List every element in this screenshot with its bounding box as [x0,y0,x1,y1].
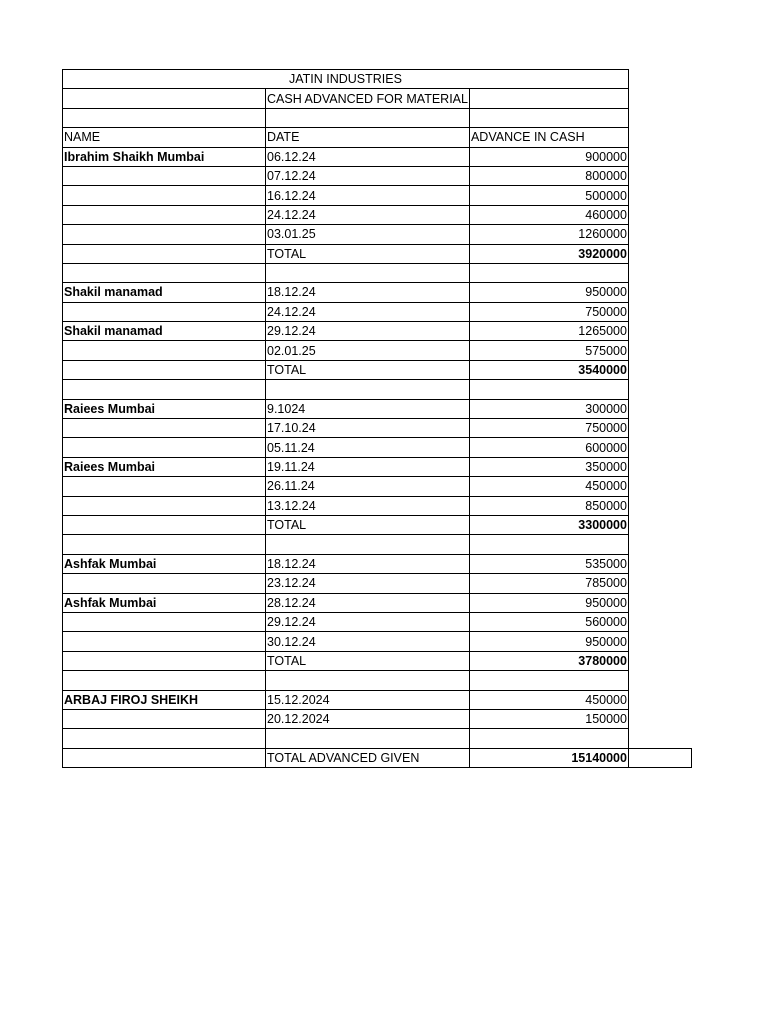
blank-row [63,108,692,127]
amount-cell: 460000 [469,205,628,224]
table-row [63,225,692,244]
spacer-cell [628,263,691,282]
spacer-cell [628,108,691,127]
table-row [63,651,692,670]
column-header-amount: ADVANCE IN CASH [469,128,628,147]
amount-cell [469,535,628,554]
name-cell [63,166,266,185]
name-cell [63,477,266,496]
name-cell: Ashfak Mumbai [63,593,266,612]
table-row [63,515,692,534]
table-row [63,477,692,496]
date-cell: 15.12.2024 [266,690,470,709]
date-cell: 17.10.24 [266,419,470,438]
date-cell: 9.1024 [266,399,470,418]
name-cell [63,263,266,282]
table-row [63,671,692,690]
date-cell: 29.12.24 [266,612,470,631]
date-cell: 24.12.24 [266,205,470,224]
table-row [63,574,692,593]
date-cell: 26.11.24 [266,477,470,496]
spacer-cell [628,302,691,321]
table-row [63,166,692,185]
table-cell [628,748,691,767]
date-cell [266,729,470,748]
name-cell [63,186,266,205]
table-row [63,457,692,476]
table-row [63,244,692,263]
table-row [63,612,692,631]
table-row [63,283,692,302]
name-cell [63,515,266,534]
spacer-cell [628,380,691,399]
spacer-cell [628,360,691,379]
table-cell [266,108,470,127]
name-cell: Raiees Mumbai [63,399,266,418]
table-row [63,554,692,573]
name-cell [63,205,266,224]
grand-total-label: TOTAL ADVANCED GIVEN [266,748,470,767]
table-row [63,380,692,399]
spacer-cell [628,70,691,89]
amount-cell: 450000 [469,690,628,709]
column-header-name: NAME [63,128,266,147]
name-cell: ARBAJ FIROJ SHEIKH [63,690,266,709]
amount-cell [469,671,628,690]
advance-table-body [63,70,692,768]
amount-cell: 950000 [469,593,628,612]
date-cell: 30.12.24 [266,632,470,651]
name-cell [63,574,266,593]
table-row [63,690,692,709]
amount-cell: 750000 [469,302,628,321]
date-cell: 19.11.24 [266,457,470,476]
spacer-cell [628,709,691,728]
name-cell [63,729,266,748]
spacer-cell [628,438,691,457]
name-cell [63,302,266,321]
grand-total-row [63,748,692,767]
name-cell [63,709,266,728]
spacer-cell [628,244,691,263]
date-cell: TOTAL [266,515,470,534]
table-row [63,360,692,379]
amount-cell: 1260000 [469,225,628,244]
spacer-cell [628,574,691,593]
spacer-cell [628,283,691,302]
amount-cell: 3540000 [469,360,628,379]
date-cell: TOTAL [266,360,470,379]
amount-cell: 3920000 [469,244,628,263]
amount-cell: 535000 [469,554,628,573]
amount-cell: 150000 [469,709,628,728]
name-cell [63,341,266,360]
name-cell [63,225,266,244]
name-cell: Raiees Mumbai [63,457,266,476]
spacer-cell [628,612,691,631]
table-cell [63,89,266,108]
amount-cell: 750000 [469,419,628,438]
amount-cell: 950000 [469,283,628,302]
table-row [63,302,692,321]
table-row [63,593,692,612]
spacer-cell [628,147,691,166]
table-row [63,147,692,166]
spacer-cell [628,632,691,651]
name-cell [63,496,266,515]
date-cell: 02.01.25 [266,341,470,360]
table-cell [63,748,266,767]
table-row [63,205,692,224]
table-row [63,186,692,205]
spacer-cell [628,399,691,418]
date-cell: 16.12.24 [266,186,470,205]
title-row [63,70,692,89]
document-subtitle: CASH ADVANCED FOR MATERIAL [266,89,470,108]
table-row [63,535,692,554]
amount-cell: 600000 [469,438,628,457]
amount-cell: 500000 [469,186,628,205]
name-cell [63,612,266,631]
spacer-cell [628,671,691,690]
name-cell [63,671,266,690]
spacer-cell [628,89,691,108]
date-cell: 06.12.24 [266,147,470,166]
date-cell: 07.12.24 [266,166,470,185]
document-title: JATIN INDUSTRIES [63,70,629,89]
table-row [63,496,692,515]
grand-total-amount: 15140000 [469,748,628,767]
date-cell: 29.12.24 [266,322,470,341]
date-cell: 24.12.24 [266,302,470,321]
table-cell [63,108,266,127]
date-cell [266,535,470,554]
spacer-cell [628,205,691,224]
amount-cell: 3300000 [469,515,628,534]
column-header-date: DATE [266,128,470,147]
spacer-cell [628,651,691,670]
date-cell: 20.12.2024 [266,709,470,728]
amount-cell: 1265000 [469,322,628,341]
table-cell [469,108,628,127]
date-cell [266,671,470,690]
date-cell [266,263,470,282]
name-cell [63,632,266,651]
amount-cell: 785000 [469,574,628,593]
date-cell [266,380,470,399]
date-cell: 03.01.25 [266,225,470,244]
spacer-cell [628,322,691,341]
name-cell: Ibrahim Shaikh Mumbai [63,147,266,166]
name-cell: Ashfak Mumbai [63,554,266,573]
table-row [63,709,692,728]
name-cell: Shakil manamad [63,322,266,341]
table-row [63,341,692,360]
amount-cell: 850000 [469,496,628,515]
date-cell: 18.12.24 [266,554,470,573]
spacer-cell [628,128,691,147]
spacer-cell [628,166,691,185]
amount-cell [469,263,628,282]
spacer-cell [628,225,691,244]
spacer-cell [628,477,691,496]
name-cell: Shakil manamad [63,283,266,302]
spacer-cell [628,515,691,534]
amount-cell: 560000 [469,612,628,631]
table-row [63,419,692,438]
name-cell [63,380,266,399]
date-cell: 13.12.24 [266,496,470,515]
spacer-cell [628,341,691,360]
amount-cell [469,729,628,748]
spacer-cell [628,593,691,612]
spacer-cell [628,496,691,515]
spacer-cell [628,186,691,205]
name-cell [63,244,266,263]
header-row [63,128,692,147]
amount-cell: 800000 [469,166,628,185]
amount-cell: 575000 [469,341,628,360]
amount-cell: 300000 [469,399,628,418]
table-row [63,322,692,341]
name-cell [63,419,266,438]
spacer-cell [628,457,691,476]
spacer-cell [628,690,691,709]
table-cell [469,89,628,108]
name-cell [63,651,266,670]
amount-cell: 450000 [469,477,628,496]
spacer-cell [628,419,691,438]
table-row [63,729,692,748]
advance-table [62,69,692,768]
amount-cell: 950000 [469,632,628,651]
date-cell: TOTAL [266,651,470,670]
date-cell: TOTAL [266,244,470,263]
date-cell: 23.12.24 [266,574,470,593]
spacer-cell [628,535,691,554]
date-cell: 05.11.24 [266,438,470,457]
amount-cell: 350000 [469,457,628,476]
table-row [63,632,692,651]
amount-cell: 900000 [469,147,628,166]
amount-cell [469,380,628,399]
table-row [63,263,692,282]
table-row [63,399,692,418]
name-cell [63,438,266,457]
name-cell [63,360,266,379]
date-cell: 28.12.24 [266,593,470,612]
table-row [63,438,692,457]
name-cell [63,535,266,554]
amount-cell: 3780000 [469,651,628,670]
spacer-cell [628,554,691,573]
date-cell: 18.12.24 [266,283,470,302]
subtitle-row [63,89,692,108]
spacer-cell [628,729,691,748]
